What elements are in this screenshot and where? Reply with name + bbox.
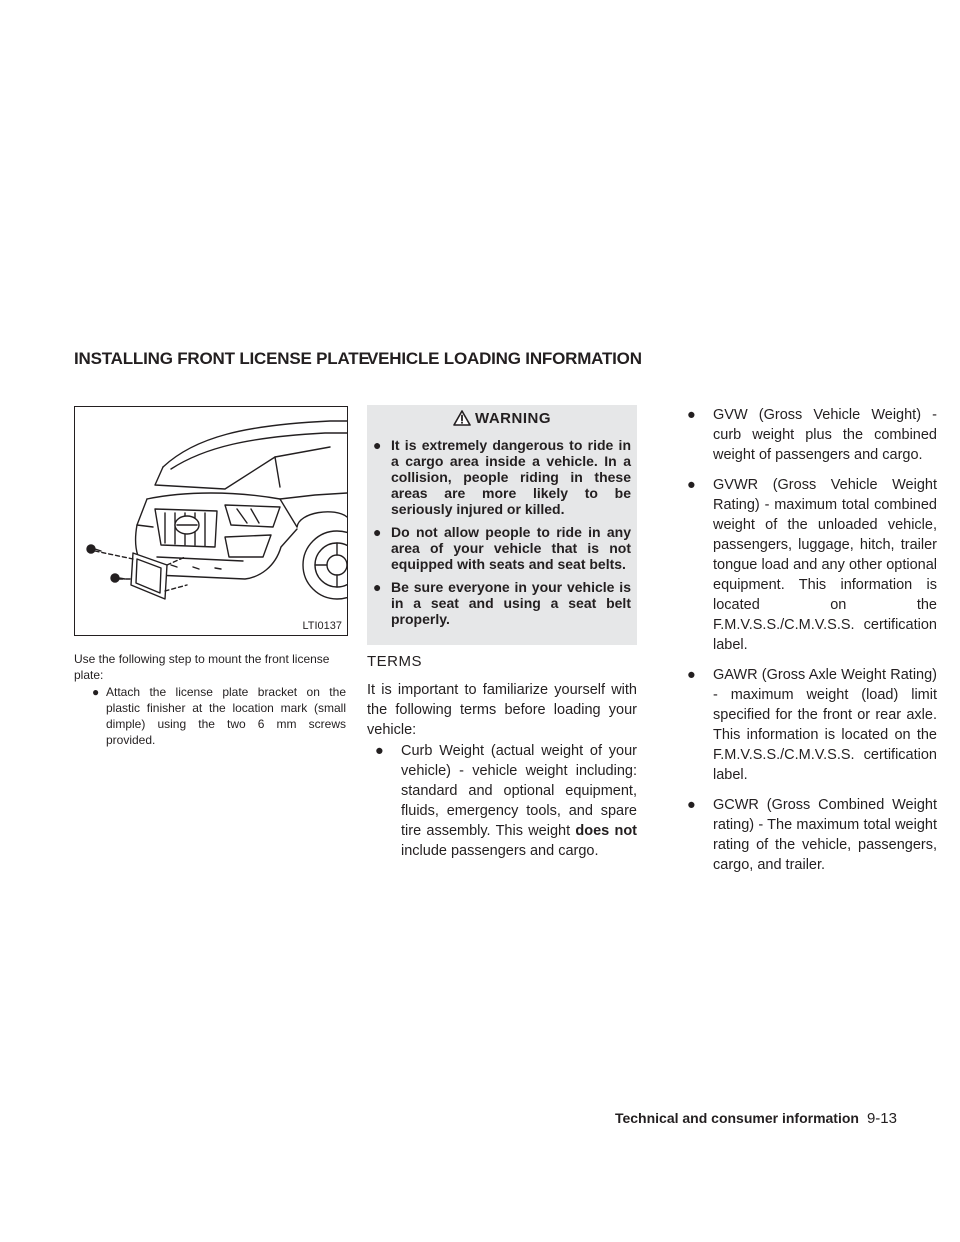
warning-triangle-icon <box>453 410 471 426</box>
truck-front-license-plate-illustration <box>75 407 347 635</box>
page-number: 9-13 <box>866 1110 897 1127</box>
list-item <box>687 795 937 875</box>
warning-text: Be sure everyone in your vehicle is in a seat and using a seat belt properly. <box>391 579 631 627</box>
bullet: ● <box>373 437 382 453</box>
terms-heading: TERMS <box>367 653 422 670</box>
warning-title-text: WARNING <box>475 409 551 427</box>
bullet: ● <box>373 524 382 540</box>
bullet: ● <box>687 477 696 493</box>
list-item <box>687 665 937 785</box>
term-text: GAWR (Gross Axle Weight Rating) - maximum weight (load) limit specified for the front or rear axle. This information is located on the F.M.V.S.S./C.M.V.S.S. certification label. <box>713 667 937 783</box>
section-heading-vehicle-loading: VEHICLE LOADING INFORMATION <box>367 349 642 368</box>
list-item <box>92 684 346 748</box>
license-plate-illustration <box>74 406 348 636</box>
curb-weight-text-end: include passengers and cargo. <box>401 843 599 859</box>
warning-text: It is extremely dangerous to ride in a cargo area inside a vehicle. In a collision, people riding in these areas are more likely to be seriously injured or killed. <box>391 437 631 517</box>
bullet: ● <box>687 797 696 813</box>
term-text: GVW (Gross Vehicle Weight) - curb weight plus the combined weight of passengers and cargo. <box>713 407 937 463</box>
weight-terms-list <box>687 405 937 885</box>
term-text: GCWR (Gross Combined Weight rating) - The maximum total weight rating of the vehicle, passengers, cargo, and trailer. <box>713 797 937 873</box>
warning-list <box>373 437 631 634</box>
list-item <box>373 524 631 572</box>
section-heading-license-plate: INSTALLING FRONT LICENSE PLATE <box>74 349 370 368</box>
warning-text: Do not allow people to ride in any area of your vehicle that is not equipped with seats and seat belts. <box>391 524 631 572</box>
step-text: Attach the license plate bracket on the plastic finisher at the location mark (small dimple) using the two 6 mm screws provided. <box>106 685 346 747</box>
bullet: ● <box>373 579 382 595</box>
bullet: ● <box>687 667 696 683</box>
list-item <box>687 475 937 655</box>
page-footer <box>615 1110 897 1127</box>
curb-weight-item <box>367 741 637 861</box>
list-item <box>373 437 631 517</box>
curb-weight-emphasis: does not <box>575 823 638 839</box>
list-item <box>373 579 631 627</box>
terms-intro: It is important to familiarize yourself with the following terms before loading your vehicle: <box>367 682 637 738</box>
warning-title <box>367 405 637 431</box>
illustration-code: LTI0137 <box>302 620 342 632</box>
license-plate-intro: Use the following step to mount the front license plate: <box>74 652 330 682</box>
license-plate-steps <box>92 684 346 748</box>
list-item <box>687 405 937 465</box>
bullet: ● <box>92 685 100 699</box>
curb-weight-text <box>401 741 637 861</box>
curb-weight-text-start: Curb Weight (actual weight of your vehicle) - vehicle weight including: standard and optional equipment, fluids, emergency tools, and spare tire assembly. This weight <box>401 743 637 839</box>
term-text: GVWR (Gross Vehicle Weight Rating) - maximum total combined weight of the unloaded vehicle, passengers, luggage, hitch, trailer tongue load and any other optional equipment. This information is located on the F.M.V.S.S./C.M.V.S.S. certification label. <box>713 477 937 653</box>
bullet: ● <box>687 407 696 423</box>
warning-box <box>367 405 637 645</box>
bullet: ● <box>375 743 384 759</box>
footer-section-title: Technical and consumer information <box>614 1110 859 1126</box>
